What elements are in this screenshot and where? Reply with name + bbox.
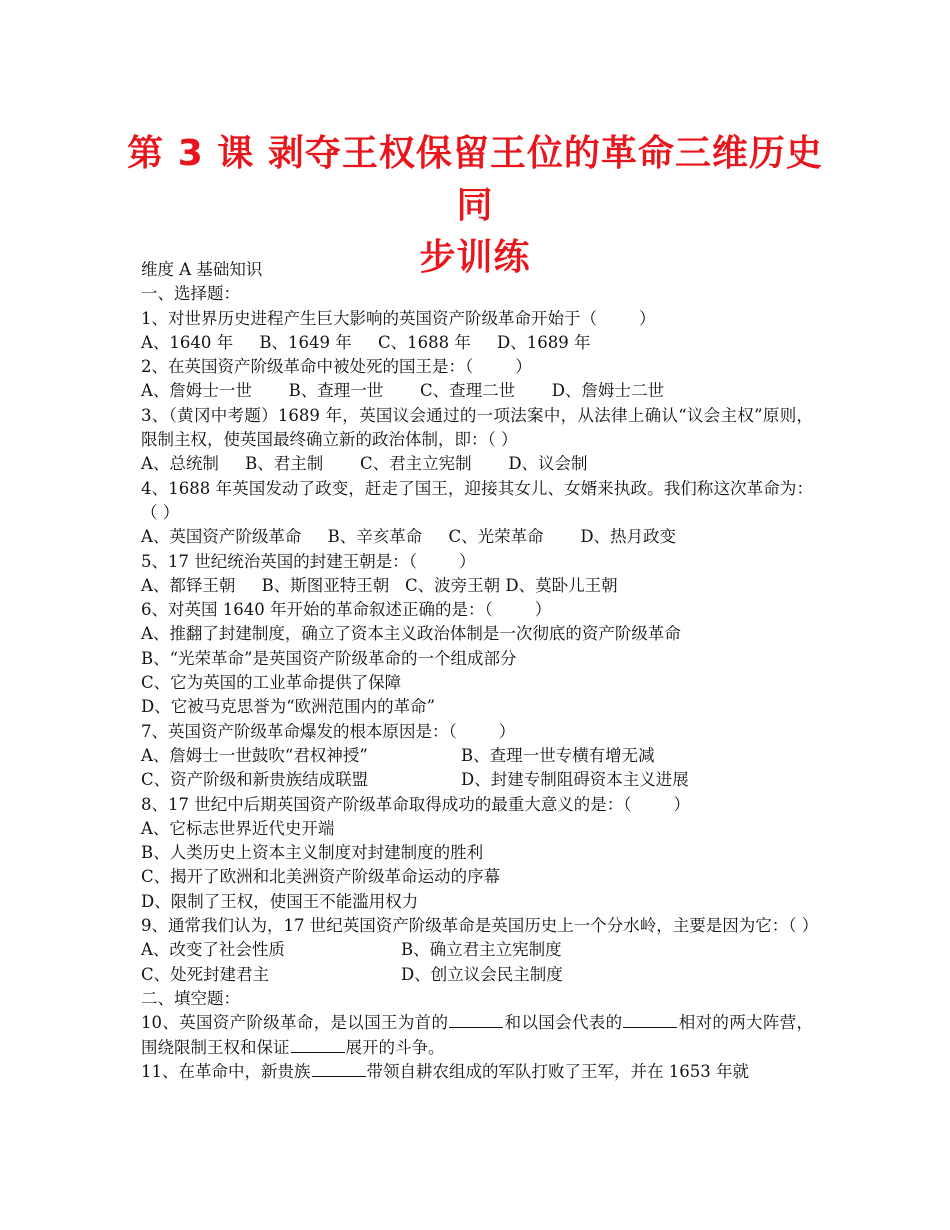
question-8-option-a: A、它标志世界近代史开端 bbox=[141, 818, 335, 838]
question-7-option-b: B、查理一世专横有增无减 bbox=[461, 745, 655, 765]
question-9-option-c: C、处死封建君主 bbox=[141, 964, 270, 984]
answer-blank[interactable] bbox=[449, 1013, 503, 1028]
question-9-option-d: D、创立议会民主制度 bbox=[401, 964, 563, 984]
question-8-option-d: D、限制了王权，使国王不能滥用权力 bbox=[141, 891, 419, 911]
question-3: 3、（黄冈中考题）1689 年，英国议会通过的一项法案中，从法律上确认“议会主权”原则，限制主权，使英国最终确立新的政治体制，即：（ ） bbox=[141, 405, 813, 450]
question-10-text-2: 和以国会代表的 bbox=[504, 1013, 623, 1033]
question-5: 5、17 世纪统治英国的封建王朝是：（ ） bbox=[141, 551, 476, 571]
question-10 bbox=[141, 1011, 813, 1060]
question-9-options-row-1 bbox=[141, 938, 813, 962]
question-1-options: A、1640 年 B、1649 年 C、1688 年 D、1689 年 bbox=[141, 332, 591, 352]
question-6-option-b: B、“光荣革命”是英国资产阶级革命的一个组成部分 bbox=[141, 648, 517, 668]
question-8-option-b: B、人类历史上资本主义制度对封建制度的胜利 bbox=[141, 843, 484, 863]
question-4: 4、1688 年英国发动了政变，赶走了国王，迎接其女儿、女婿来执政。我们称这次革命为：（ ） bbox=[141, 478, 813, 522]
question-9: 9、通常我们认为，17 世纪英国资产阶级革命是英国历史上一个分水岭，主要是因为它：（ ） bbox=[141, 916, 819, 936]
title-line-2: 步训练 bbox=[419, 237, 531, 278]
part-heading-choice: 一、选择题： bbox=[141, 284, 240, 304]
question-11-text-1: 11、在革命中，新贵族 bbox=[141, 1061, 311, 1081]
question-7-option-d: D、封建专制阻碍资本主义进展 bbox=[461, 770, 689, 790]
question-7-option-a: A、詹姆士一世鼓吹“君权神授” bbox=[141, 745, 368, 765]
question-7: 7、英国资产阶级革命爆发的根本原因是：（ ） bbox=[141, 721, 516, 741]
question-6-option-c: C、它为英国的工业革命提供了保障 bbox=[141, 673, 402, 693]
question-9-options-row-2 bbox=[141, 963, 813, 987]
question-3-options: A、总统制 B、君主制 C、君主立宪制 D、议会制 bbox=[141, 454, 588, 474]
exercise-content bbox=[141, 258, 819, 1084]
section-heading: 维度 A 基础知识 bbox=[141, 260, 263, 279]
question-7-options-row-1 bbox=[141, 744, 813, 768]
question-2-options: A、詹姆士一世 B、查理一世 C、查理二世 D、詹姆士二世 bbox=[141, 381, 665, 401]
question-9-option-a: A、改变了社会性质 bbox=[141, 940, 285, 960]
question-8: 8、17 世纪中后期英国资产阶级革命取得成功的最重大意义的是：（ ） bbox=[141, 794, 690, 814]
question-7-option-c: C、资产阶级和新贵族结成联盟 bbox=[141, 770, 369, 790]
question-6: 6、对英国 1640 年开始的革命叙述正确的是：（ ） bbox=[141, 600, 552, 620]
question-10-text-4: 展开的斗争。 bbox=[345, 1037, 445, 1057]
question-5-options: A、都铎王朝 B、斯图亚特王朝 C、波旁王朝 D、莫卧儿王朝 bbox=[141, 575, 618, 595]
question-4-options: A、英国资产阶级革命 B、辛亥革命 C、光荣革命 D、热月政变 bbox=[141, 527, 677, 547]
question-2: 2、在英国资产阶级革命中被处死的国王是：（ ） bbox=[141, 357, 532, 377]
question-11 bbox=[141, 1060, 813, 1084]
answer-blank[interactable] bbox=[291, 1038, 345, 1053]
question-10-text-1: 10、英国资产阶级革命，是以国王为首的 bbox=[141, 1013, 449, 1033]
question-7-options-row-2 bbox=[141, 768, 813, 792]
question-9-option-b: B、确立君主立宪制度 bbox=[401, 940, 562, 960]
answer-blank[interactable] bbox=[312, 1062, 366, 1077]
question-6-option-d: D、它被马克思誉为“欧洲范围内的革命” bbox=[141, 697, 436, 717]
question-11-text-2: 带领自耕农组成的军队打败了王军，并在 1653 年就 bbox=[366, 1061, 749, 1081]
question-10-text-3: 相对的两大阵营，围绕限制王权和保证 bbox=[141, 1013, 814, 1057]
question-1: 1、对世界历史进程产生巨大影响的英国资产阶级革命开始于（ ） bbox=[141, 308, 656, 328]
question-8-option-c: C、揭开了欧洲和北美洲资产阶级革命运动的序幕 bbox=[141, 867, 501, 887]
title-line-1: 第 3 课 剥夺王权保留王位的革命三维历史同 bbox=[127, 133, 823, 226]
question-6-option-a: A、推翻了封建制度，确立了资本主义政治体制是一次彻底的资产阶级革命 bbox=[141, 624, 681, 644]
part-heading-fill: 二、填空题： bbox=[141, 988, 240, 1008]
answer-blank[interactable] bbox=[623, 1013, 677, 1028]
